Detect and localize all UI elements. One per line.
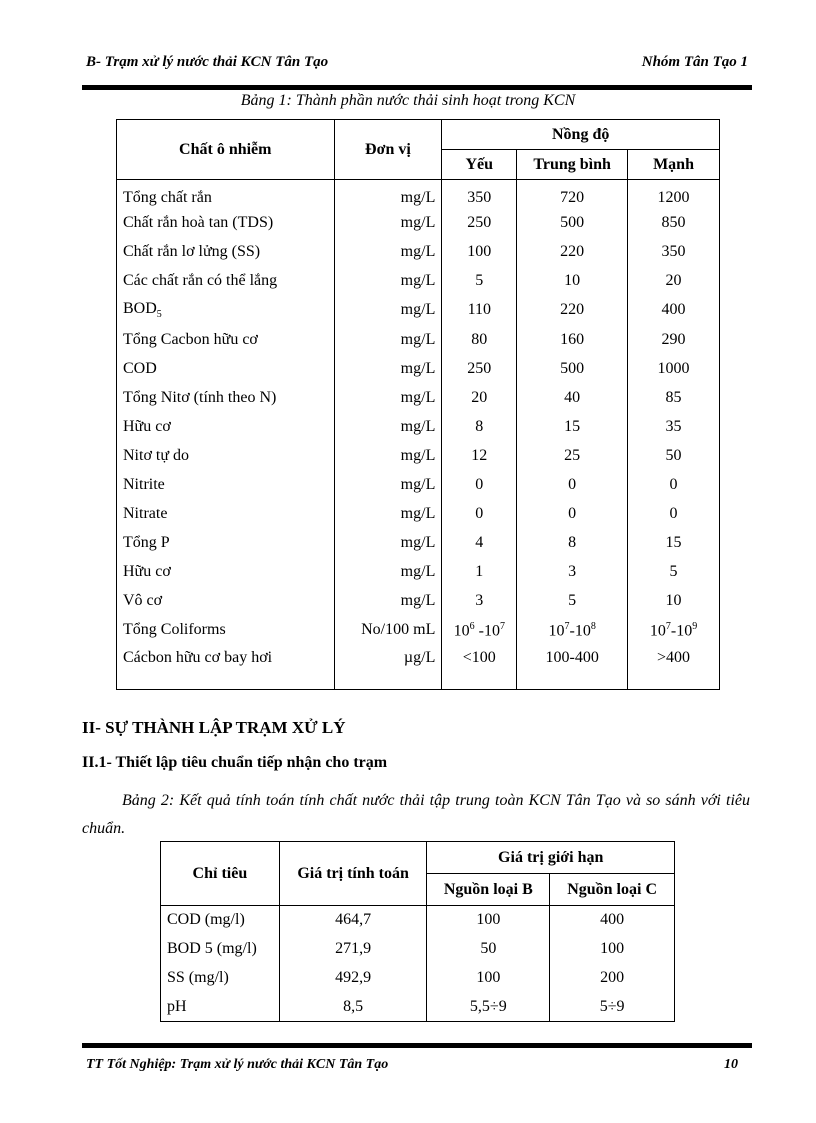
cell-strong: 1200 (628, 180, 720, 209)
cell-medium: 160 (517, 325, 628, 354)
cell-unit: mg/L (334, 412, 442, 441)
section-heading: II- SỰ THÀNH LẬP TRẠM XỬ LÝ (82, 718, 346, 737)
cell-unit: No/100 mL (334, 616, 442, 645)
cell-weak: 110 (442, 296, 517, 325)
cell-indicator: COD (mg/l) (161, 906, 280, 935)
cell-unit: mg/L (334, 558, 442, 587)
cell-source-c: 100 (550, 935, 675, 964)
cell-name: Tổng Nitơ (tính theo N) (117, 383, 335, 412)
cell-strong: 290 (628, 325, 720, 354)
table-row (161, 964, 675, 993)
footer-title: TT Tốt Nghiệp: Trạm xử lý nước thải KCN Tân Tạo (86, 1057, 389, 1072)
col-header-concentration: Nồng độ (442, 120, 720, 150)
table-row (161, 993, 675, 1022)
table-row (117, 558, 720, 587)
cell-strong: 0 (628, 470, 720, 499)
table-row (117, 180, 720, 209)
cell-strong: 35 (628, 412, 720, 441)
page-footer (86, 1057, 738, 1073)
table1-caption: Bảng 1: Thành phần nước thải sinh hoạt trong KCN (240, 92, 576, 109)
cell-indicator: SS (mg/l) (161, 964, 280, 993)
cell-name: Tổng chất rắn (117, 180, 335, 209)
cell-medium: 0 (517, 500, 628, 529)
cell-weak: 4 (442, 529, 517, 558)
col-header-medium: Trung bình (517, 150, 628, 180)
cell-medium: 8 (517, 529, 628, 558)
cell-medium: 0 (517, 470, 628, 499)
cell-medium: $10^7-10^8$ (517, 616, 628, 645)
cell-weak: 350 (442, 180, 517, 209)
cell-name: Nitrite (117, 470, 335, 499)
table-row (117, 325, 720, 354)
cell-unit: mg/L (334, 296, 442, 325)
cell-indicator: BOD 5 (mg/l) (161, 935, 280, 964)
cell-weak: 80 (442, 325, 517, 354)
cell-medium: 100-400 (517, 645, 628, 689)
table-row (161, 906, 675, 935)
col-header-indicator: Chỉ tiêu (161, 842, 280, 906)
wastewater-composition-table (116, 119, 720, 690)
cell-name: Tổng Cacbon hữu cơ (117, 325, 335, 354)
cell-medium: 5 (517, 587, 628, 616)
cell-weak: $10^6$ $-10^7$ (442, 616, 517, 645)
col-header-unit: Đơn vị (334, 120, 442, 180)
cell-weak: 8 (442, 412, 517, 441)
cell-source-b: 5,5÷9 (427, 993, 550, 1022)
table-row (117, 209, 720, 238)
cell-source-b: 50 (427, 935, 550, 964)
table-row (161, 935, 675, 964)
cell-medium: 720 (517, 180, 628, 209)
cell-source-b: 100 (427, 964, 550, 993)
table-row (117, 412, 720, 441)
col-header-source-b: Nguồn loại B (427, 874, 550, 906)
cell-source-b: 100 (427, 906, 550, 935)
cell-unit: µg/L (334, 645, 442, 689)
col-header-weak: Yếu (442, 150, 517, 180)
cell-source-c: 5÷9 (550, 993, 675, 1022)
cell-medium: 15 (517, 412, 628, 441)
footer-rule (82, 1043, 752, 1048)
col-header-calculated: Giá trị tính toán (279, 842, 427, 906)
cell-medium: 3 (517, 558, 628, 587)
header-group: Nhóm Tân Tạo 1 (641, 54, 748, 70)
cell-name: Hữu cơ (117, 558, 335, 587)
cell-indicator: pH (161, 993, 280, 1022)
table-row (117, 587, 720, 616)
header-rule (82, 85, 752, 90)
cell-weak: 1 (442, 558, 517, 587)
cell-medium: 500 (517, 354, 628, 383)
header-title: B- Trạm xử lý nước thải KCN Tân Tạo (86, 54, 329, 70)
cell-medium: 40 (517, 383, 628, 412)
table2-caption: Bảng 2: Kết quả tính toán tính chất nước thải tập trung toàn KCN Tân Tạo và so sánh với tiêu chuẩn. (82, 792, 750, 837)
cell-medium: 25 (517, 441, 628, 470)
cell-name: Tổng P (117, 529, 335, 558)
cell-strong: 400 (628, 296, 720, 325)
col-header-limit: Giá trị giới hạn (427, 842, 675, 874)
table-row (117, 267, 720, 296)
cell-unit: mg/L (334, 500, 442, 529)
cell-weak: 250 (442, 354, 517, 383)
cell-strong: 50 (628, 441, 720, 470)
subsection-heading: II.1- Thiết lập tiêu chuẩn tiếp nhận cho trạm (82, 754, 388, 771)
cell-calculated: 464,7 (279, 906, 427, 935)
cell-unit: mg/L (334, 267, 442, 296)
cell-weak: <100 (442, 645, 517, 689)
page-header (86, 54, 748, 71)
cell-medium: 220 (517, 238, 628, 267)
cell-strong: 350 (628, 238, 720, 267)
cell-medium: 500 (517, 209, 628, 238)
col-header-pollutant: Chất ô nhiễm (117, 120, 335, 180)
table-row (117, 354, 720, 383)
cell-strong: 1000 (628, 354, 720, 383)
cell-unit: mg/L (334, 325, 442, 354)
table-row (117, 441, 720, 470)
cell-strong: 5 (628, 558, 720, 587)
table-row (117, 296, 720, 325)
table-row (117, 616, 720, 645)
cell-source-c: 400 (550, 906, 675, 935)
col-header-strong: Mạnh (628, 150, 720, 180)
cell-strong: 85 (628, 383, 720, 412)
table-row (117, 383, 720, 412)
cell-medium: 10 (517, 267, 628, 296)
cell-unit: mg/L (334, 470, 442, 499)
cell-strong: 20 (628, 267, 720, 296)
page-number: 10 (724, 1057, 738, 1072)
cell-name: Các chất rắn có thể lắng (117, 267, 335, 296)
col-header-source-c: Nguồn loại C (550, 874, 675, 906)
cell-name: Hữu cơ (117, 412, 335, 441)
cell-weak: 250 (442, 209, 517, 238)
cell-unit: mg/L (334, 587, 442, 616)
cell-unit: mg/L (334, 441, 442, 470)
cell-unit: mg/L (334, 180, 442, 209)
cell-strong: 0 (628, 500, 720, 529)
cell-weak: 3 (442, 587, 517, 616)
cell-unit: mg/L (334, 354, 442, 383)
cell-calculated: 492,9 (279, 964, 427, 993)
cell-name: Tổng Coliforms (117, 616, 335, 645)
cell-name: Cácbon hữu cơ bay hơi (117, 645, 335, 689)
cell-name: Vô cơ (117, 587, 335, 616)
cell-unit: mg/L (334, 383, 442, 412)
cell-strong: 850 (628, 209, 720, 238)
cell-name: Nitrate (117, 500, 335, 529)
cell-weak: 0 (442, 500, 517, 529)
standards-comparison-table (160, 841, 675, 1022)
cell-name: Nitơ tự do (117, 441, 335, 470)
cell-name: Chất rắn hoà tan (TDS) (117, 209, 335, 238)
table-row (117, 529, 720, 558)
table-row (117, 500, 720, 529)
cell-medium: 220 (517, 296, 628, 325)
table-row (117, 470, 720, 499)
cell-weak: 20 (442, 383, 517, 412)
cell-weak: 12 (442, 441, 517, 470)
cell-weak: 0 (442, 470, 517, 499)
cell-strong: 15 (628, 529, 720, 558)
cell-unit: mg/L (334, 209, 442, 238)
cell-calculated: 271,9 (279, 935, 427, 964)
cell-weak: 5 (442, 267, 517, 296)
cell-strong: 10 (628, 587, 720, 616)
cell-strong: $10^7-10^9$ (628, 616, 720, 645)
table-row (117, 238, 720, 267)
table-row (117, 645, 720, 689)
cell-source-c: 200 (550, 964, 675, 993)
cell-strong: >400 (628, 645, 720, 689)
cell-unit: mg/L (334, 238, 442, 267)
cell-name: COD (117, 354, 335, 383)
cell-weak: 100 (442, 238, 517, 267)
cell-unit: mg/L (334, 529, 442, 558)
cell-name: Chất rắn lơ lửng (SS) (117, 238, 335, 267)
cell-name: $BOD_5$ (117, 296, 335, 325)
cell-calculated: 8,5 (279, 993, 427, 1022)
